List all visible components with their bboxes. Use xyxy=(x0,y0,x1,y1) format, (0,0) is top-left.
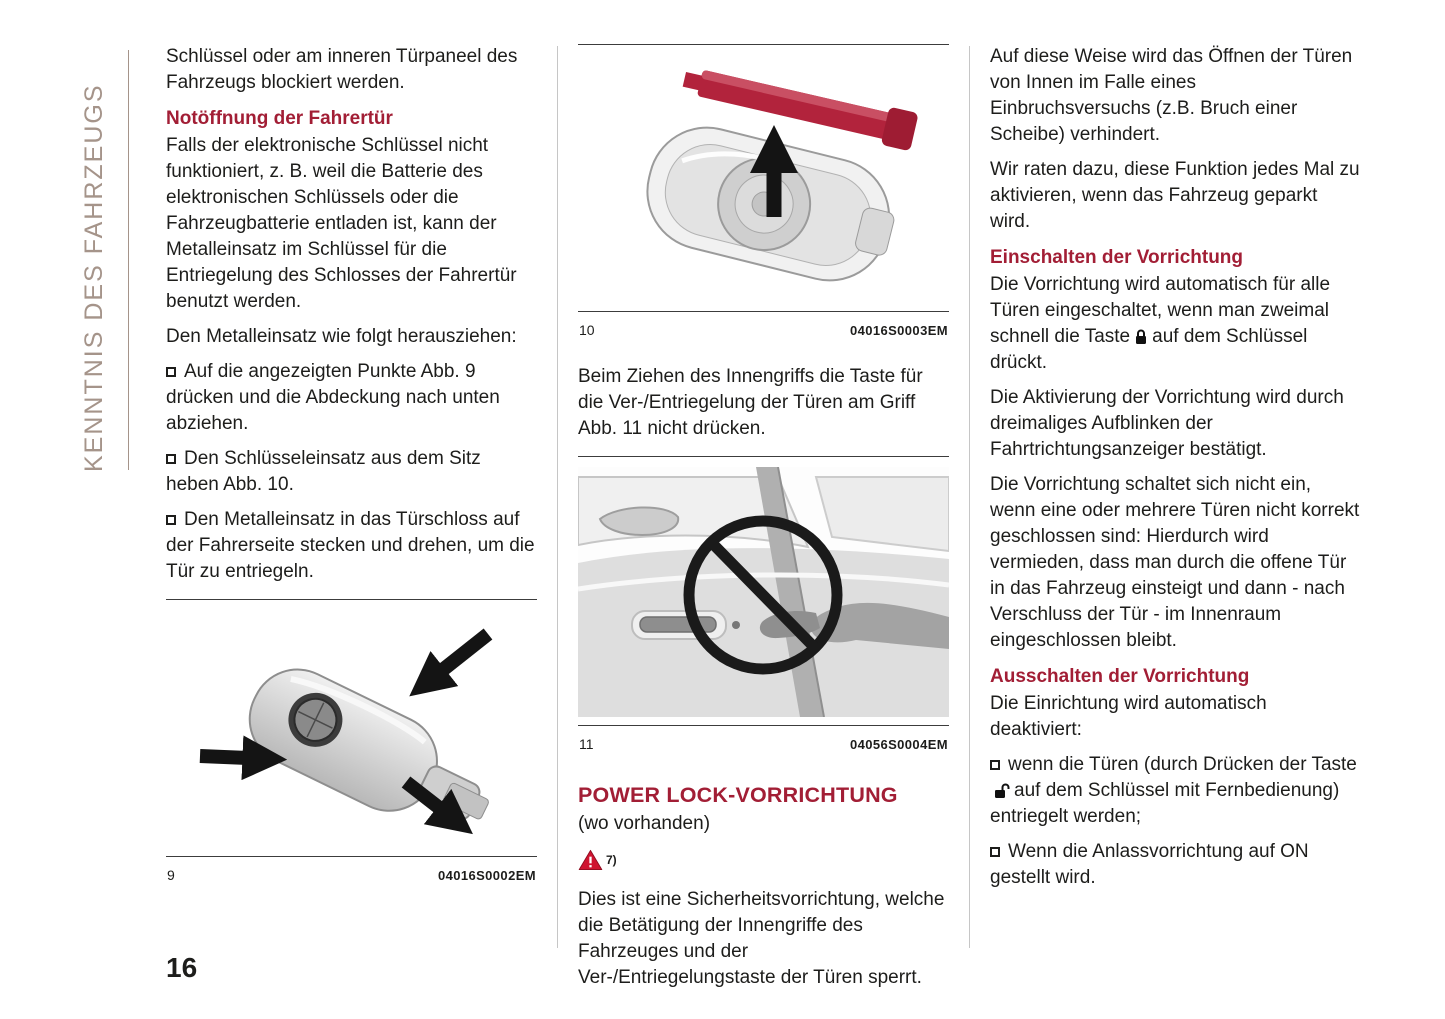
chapter-sidebar-title: KENNTNIS DES FAHRZEUGS xyxy=(80,83,108,472)
list-item-text: Wenn die Anlassvorrichtung auf ON gestellt wird. xyxy=(990,841,1309,888)
sidebar-rule xyxy=(128,50,129,470)
paragraph-continuation: Schlüssel oder am inneren Türpaneel des Fahrzeugs blockiert werden. xyxy=(166,46,518,93)
figure-11-caption xyxy=(578,725,949,762)
column-divider xyxy=(969,46,970,948)
paragraph: Die Einrichtung wird automatisch deaktiviert: xyxy=(990,693,1267,740)
figure-number: 10 xyxy=(579,322,595,338)
paragraph: Die Aktivierung der Vorrichtung wird durch dreimaliges Aufblinken der Fahrtrichtungsanzeiger bestätigt. xyxy=(990,387,1344,460)
list-item xyxy=(166,507,537,585)
column-divider xyxy=(557,46,558,948)
square-bullet-icon xyxy=(990,760,1000,770)
column-2 xyxy=(578,44,949,1000)
square-bullet-icon xyxy=(166,515,176,525)
subheading-wo-vorhanden: (wo vorhanden) xyxy=(578,813,711,834)
figure-11 xyxy=(578,456,949,762)
text: Die Vorrichtung wird automatisch für alle Türen eingeschaltet, wenn man zweimal schnell die Taste xyxy=(990,274,1331,347)
figure-9-caption xyxy=(166,856,537,893)
figure-number: 11 xyxy=(579,736,594,752)
figure-number: 9 xyxy=(167,867,175,883)
figure-9-key-fob-illustration xyxy=(166,610,537,848)
figure-10-key-insert-illustration xyxy=(578,55,949,303)
text: auf dem Schlüssel drückt. xyxy=(990,326,1308,373)
page-number: 16 xyxy=(166,952,198,983)
lock-open-icon xyxy=(994,782,1010,799)
column-3 xyxy=(990,44,1361,900)
figure-code: 04016S0003EM xyxy=(849,323,948,338)
paragraph: Die Vorrichtung schaltet sich nicht ein, wenn eine oder mehrere Türen nicht korrekt geschlossen sind: Hierdurch wird vermieden, dass man durch die offene Tür in das Fahrzeug einsteigt und dann - nach Verschluss der Tür - im Innenraum eingeschlossen bleibt. xyxy=(990,474,1360,651)
content-columns xyxy=(166,44,1361,1000)
heading-power-lock: POWER LOCK-VORRICHTUNG xyxy=(578,783,898,807)
warning-triangle-icon xyxy=(578,849,603,871)
paragraph: Dies ist eine Sicherheitsvorrichtung, welche die Betätigung der Innengriffe des Fahrzeuges und der Ver-/Entriegelungstaste der Türen sperrt. xyxy=(578,889,945,988)
figure-10 xyxy=(578,44,949,348)
list-item xyxy=(166,446,537,498)
paragraph: Den Metalleinsatz wie folgt herausziehen: xyxy=(166,326,517,347)
list-item xyxy=(990,839,1361,891)
paragraph: Auf diese Weise wird das Öffnen der Türen von Innen im Falle eines Einbruchsversuchs (z.B. Bruch einer Scheibe) verhindert. xyxy=(990,46,1353,145)
paragraph: Beim Ziehen des Innengriffs die Taste für die Ver-/Entriegelung der Türen am Griff Abb. 11 nicht drücken. xyxy=(578,366,923,439)
column-1 xyxy=(166,44,537,893)
square-bullet-icon xyxy=(166,454,176,464)
figure-code: 04056S0004EM xyxy=(849,737,948,752)
figure-10-caption xyxy=(578,311,949,348)
figure-9 xyxy=(166,599,537,893)
heading-ausschalten: Ausschalten der Vorrichtung xyxy=(990,666,1250,687)
square-bullet-icon xyxy=(166,367,176,377)
figure-code: 04016S0002EM xyxy=(437,868,536,883)
list-item-text: auf dem Schlüssel mit Fernbedienung) entriegelt werden; xyxy=(990,780,1340,827)
warning-reference: 7) xyxy=(606,853,617,867)
heading-notoeffnung: Notöffnung der Fahrertür xyxy=(166,108,393,129)
paragraph: Wir raten dazu, diese Funktion jedes Mal zu aktivieren, wenn das Fahrzeug geparkt wird. xyxy=(990,159,1360,232)
paragraph xyxy=(990,272,1361,376)
heading-einschalten: Einschalten der Vorrichtung xyxy=(990,247,1244,268)
list-item-text: Den Schlüsseleinsatz aus dem Sitz heben Abb. 10. xyxy=(166,448,481,495)
list-item xyxy=(166,359,537,437)
list-item-text: Auf die angezeigten Punkte Abb. 9 drücken und die Abdeckung nach unten abziehen. xyxy=(166,361,500,434)
list-item-text: wenn die Türen (durch Drücken der Taste xyxy=(1008,754,1357,775)
warning-note xyxy=(578,849,949,875)
list-item xyxy=(990,752,1361,830)
lock-closed-icon xyxy=(1134,328,1148,345)
figure-11-door-handle-prohibition-illustration xyxy=(578,467,949,717)
paragraph: Falls der elektronische Schlüssel nicht funktioniert, z. B. weil die Batterie des elektronischen Schlüssels oder die Fahrzeugbatterie entladen ist, kann der Metalleinsatz im Schlüssel für die Entriegelung des Schlosses der Fahrertür benutzt werden. xyxy=(166,135,517,312)
square-bullet-icon xyxy=(990,847,1000,857)
list-item-text: Den Metalleinsatz in das Türschloss auf der Fahrerseite stecken und drehen, um die Tür zu entriegeln. xyxy=(166,509,535,582)
